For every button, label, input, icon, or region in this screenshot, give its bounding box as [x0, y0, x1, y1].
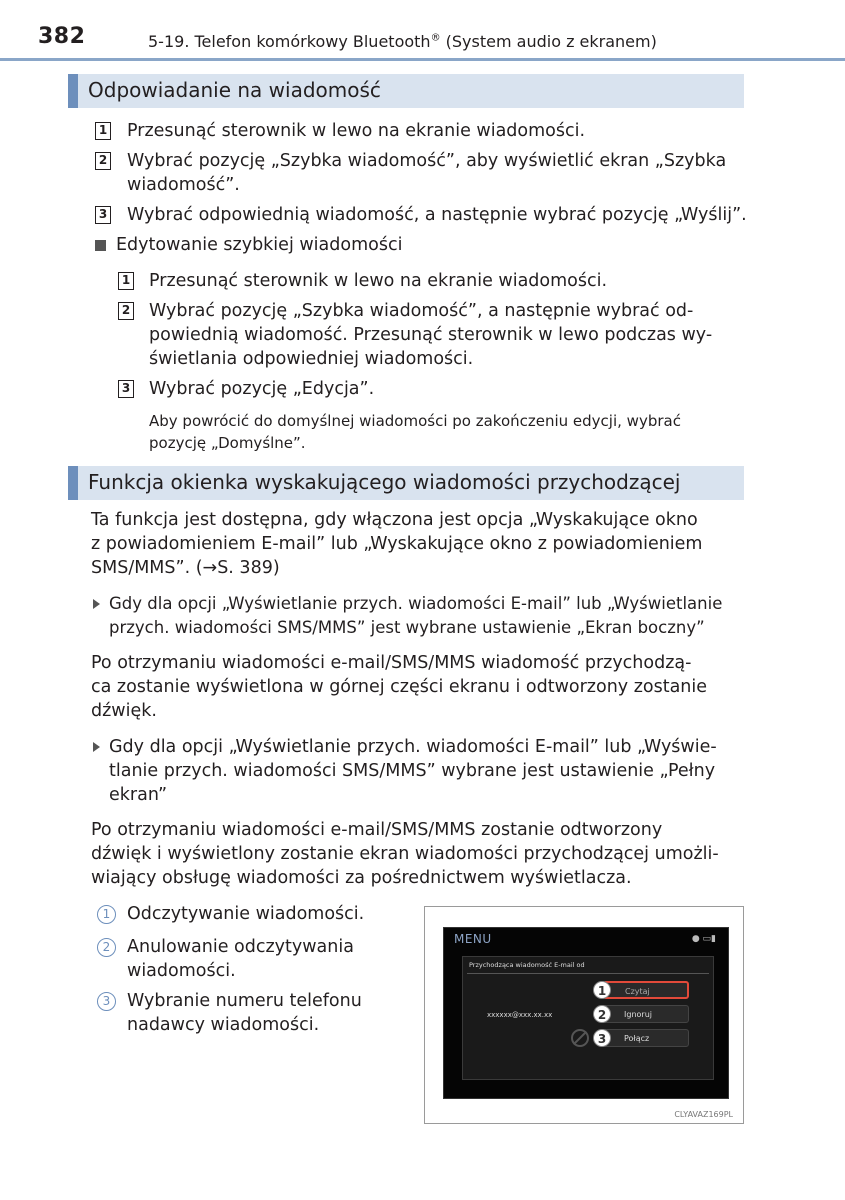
- call-button[interactable]: Połącz: [603, 1029, 689, 1047]
- menu-label: MENU: [454, 932, 492, 946]
- chapter-title-suffix: (System audio z ekranem): [440, 32, 657, 51]
- figure-code: CLYAVAZ169PL: [674, 1110, 733, 1119]
- bullet-text: przych. wiadomości SMS/MMS” jest wybrane ustawienie „Ekran boczny”: [109, 618, 705, 637]
- section-accent-bar: [68, 74, 78, 108]
- figure-callout-3: 3: [593, 1029, 611, 1047]
- step-text: Wybrać pozycję „Szybka wiadomość”, aby wyświetlić ekran „Szybka: [127, 151, 727, 171]
- step-text: Przesunąć sterownik w lewo na ekranie wiadomości.: [149, 271, 608, 291]
- page-number: 382: [38, 24, 86, 49]
- triangle-bullet-icon: [93, 599, 100, 609]
- screen-figure: [424, 906, 744, 1124]
- square-bullet-icon: [95, 240, 106, 251]
- paragraph-text: dźwięk.: [91, 701, 157, 721]
- sender-email: xxxxxx@xxx.xx.xx: [487, 1011, 553, 1019]
- callout-number: 3: [97, 992, 116, 1011]
- sub-heading: Edytowanie szybkiej wiadomości: [116, 235, 403, 255]
- paragraph-text: Po otrzymaniu wiadomości e-mail/SMS/MMS zostanie odtworzony: [91, 820, 663, 840]
- step-number: 3: [118, 380, 134, 398]
- chapter-title: [148, 32, 657, 51]
- page-header: [0, 0, 845, 62]
- no-symbol-icon: [571, 1029, 589, 1047]
- bullet-text: Gdy dla opcji „Wyświetlanie przych. wiadomości E-mail” lub „Wyświe-: [109, 737, 717, 757]
- bullet-text: Gdy dla opcji „Wyświetlanie przych. wiadomości E-mail” lub „Wyświetlanie: [109, 594, 723, 613]
- incoming-message-dialog: [462, 956, 714, 1080]
- callout-text-cont: wiadomości.: [127, 961, 236, 981]
- callout-text: Anulowanie odczytywania: [127, 937, 354, 957]
- figure-callout-1: 1: [593, 981, 611, 999]
- header-divider: [0, 58, 845, 61]
- step-text: Przesunąć sterownik w lewo na ekranie wiadomości.: [127, 121, 586, 141]
- section-accent-bar: [68, 466, 78, 500]
- callout-text-cont: nadawcy wiadomości.: [127, 1015, 320, 1035]
- step-number: 2: [118, 302, 134, 320]
- callout-number: 1: [97, 905, 116, 924]
- chapter-title-main: 5-19. Telefon komórkowy Bluetooth: [148, 32, 431, 51]
- step-text-cont: powiednią wiadomość. Przesunąć sterownik w lewo podczas wy-: [149, 325, 713, 345]
- note-text: Aby powrócić do domyślnej wiadomości po zakończeniu edycji, wybrać: [149, 412, 681, 430]
- read-button[interactable]: Czytaj: [603, 981, 689, 999]
- paragraph-text: wiający obsługę wiadomości za pośrednictwem wyświetlacza.: [91, 868, 632, 888]
- note-text-cont: pozycję „Domyślne”.: [149, 434, 306, 452]
- section-heading-reply: [68, 74, 744, 108]
- paragraph-text: ca zostanie wyświetlona w górnej części ekranu i odtworzony zostanie: [91, 677, 708, 697]
- paragraph-text: dźwięk i wyświetlony zostanie ekran wiadomości przychodzącej umożli-: [91, 844, 719, 864]
- step-number: 3: [95, 206, 111, 224]
- section-title: Funkcja okienka wyskakującego wiadomości przychodzącej: [88, 470, 681, 494]
- step-number: 1: [118, 272, 134, 290]
- intro-text: SMS/MMS”. (→S. 389): [91, 558, 280, 578]
- ignore-button[interactable]: Ignoruj: [603, 1005, 689, 1023]
- dialog-divider: [467, 973, 709, 974]
- step-text-cont: wiadomość”.: [127, 175, 240, 195]
- step-text-cont: świetlania odpowiedniej wiadomości.: [149, 349, 474, 369]
- callout-number: 2: [97, 938, 116, 957]
- step-number: 2: [95, 152, 111, 170]
- figure-callout-2: 2: [593, 1005, 611, 1023]
- bullet-text: tlanie przych. wiadomości SMS/MMS” wybrane jest ustawienie „Pełny: [109, 761, 716, 781]
- step-text: Wybrać pozycję „Szybka wiadomość”, a następnie wybrać od-: [149, 301, 694, 321]
- callout-text: Odczytywanie wiadomości.: [127, 904, 365, 924]
- step-number: 1: [95, 122, 111, 140]
- paragraph-text: Po otrzymaniu wiadomości e-mail/SMS/MMS wiadomość przychodzą-: [91, 653, 692, 673]
- section-title: Odpowiadanie na wiadomość: [88, 78, 381, 102]
- intro-text: z powiadomieniem E-mail” lub „Wyskakujące okno z powiadomieniem: [91, 534, 703, 554]
- callout-text: Wybranie numeru telefonu: [127, 991, 362, 1011]
- step-text: Wybrać pozycję „Edycja”.: [149, 379, 375, 399]
- display-screen: [443, 927, 729, 1099]
- intro-text: Ta funkcja jest dostępna, gdy włączona jest opcja „Wyskakujące okno: [91, 510, 698, 530]
- dialog-title: Przychodząca wiadomość E-mail od: [469, 961, 585, 969]
- section-heading-popup: [68, 466, 744, 500]
- signal-icon: ● ▭▮: [691, 934, 716, 944]
- step-text: Wybrać odpowiednią wiadomość, a następnie wybrać pozycję „Wyślij”.: [127, 205, 747, 225]
- triangle-bullet-icon: [93, 742, 100, 752]
- registered-mark: ®: [430, 32, 441, 44]
- bullet-text: ekran”: [109, 785, 168, 805]
